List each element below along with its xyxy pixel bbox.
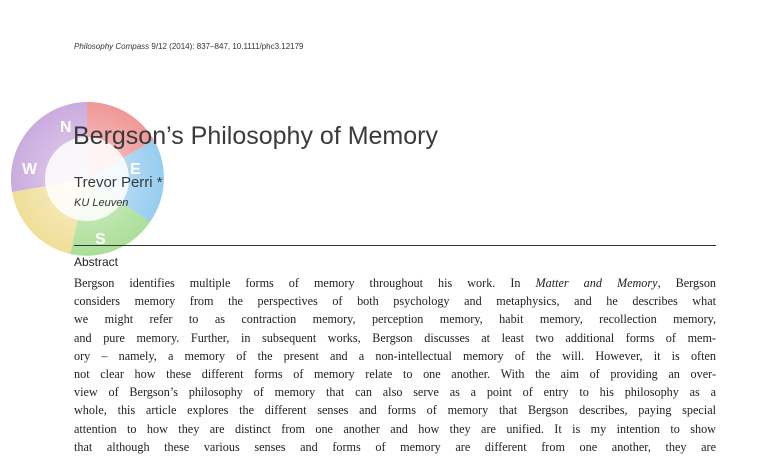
article-title: Bergson’s Philosophy of Memory	[73, 122, 438, 150]
abstract-line: view of Bergson’s philosophy of memory that can also serve as a point of entry to his philosophy as a	[74, 385, 716, 400]
abstract-text	[74, 274, 717, 454]
abstract-line: considers memory from the perspectives of both psychology and metaphysics, and he describes what	[74, 294, 716, 309]
abstract-line: not clear how these different forms of memory relate to one another. With the aim of providing an over-	[74, 366, 716, 381]
section-divider	[74, 245, 716, 246]
abstract-heading: Abstract	[74, 255, 119, 269]
abstract-line: attention to how they are distinct from one another and how they are unified. It is my intention to show	[74, 421, 716, 436]
abstract-line: whole, this article explores the different senses and forms of memory that Bergson describes, paying special	[74, 403, 716, 418]
citation-details: 9/12 (2014): 837–847, 10.1111/phc3.12179	[149, 42, 304, 51]
author-name: Trevor Perri *	[74, 174, 163, 191]
abstract-line: that although these various senses and forms of memory are different from one another, they are	[74, 439, 716, 454]
journal-name: Philosophy Compass	[74, 42, 150, 51]
author-affiliation: KU Leuven	[74, 197, 129, 209]
abstract-line: and pure memory. Further, in subsequent works, Bergson discusses at least two additional forms of mem-	[74, 330, 716, 345]
abstract-line: we might refer to as contraction memory, perception memory, habit memory, recollection memory,	[74, 312, 716, 327]
abstract-line: ory – namely, a memory of the present and a non-intellectual memory of the will. However, it is often	[74, 348, 716, 363]
journal-citation	[74, 42, 304, 51]
abstract-line: Bergson identifies multiple forms of memory throughout his work. In Matter and Memory, Bergson	[74, 276, 717, 290]
